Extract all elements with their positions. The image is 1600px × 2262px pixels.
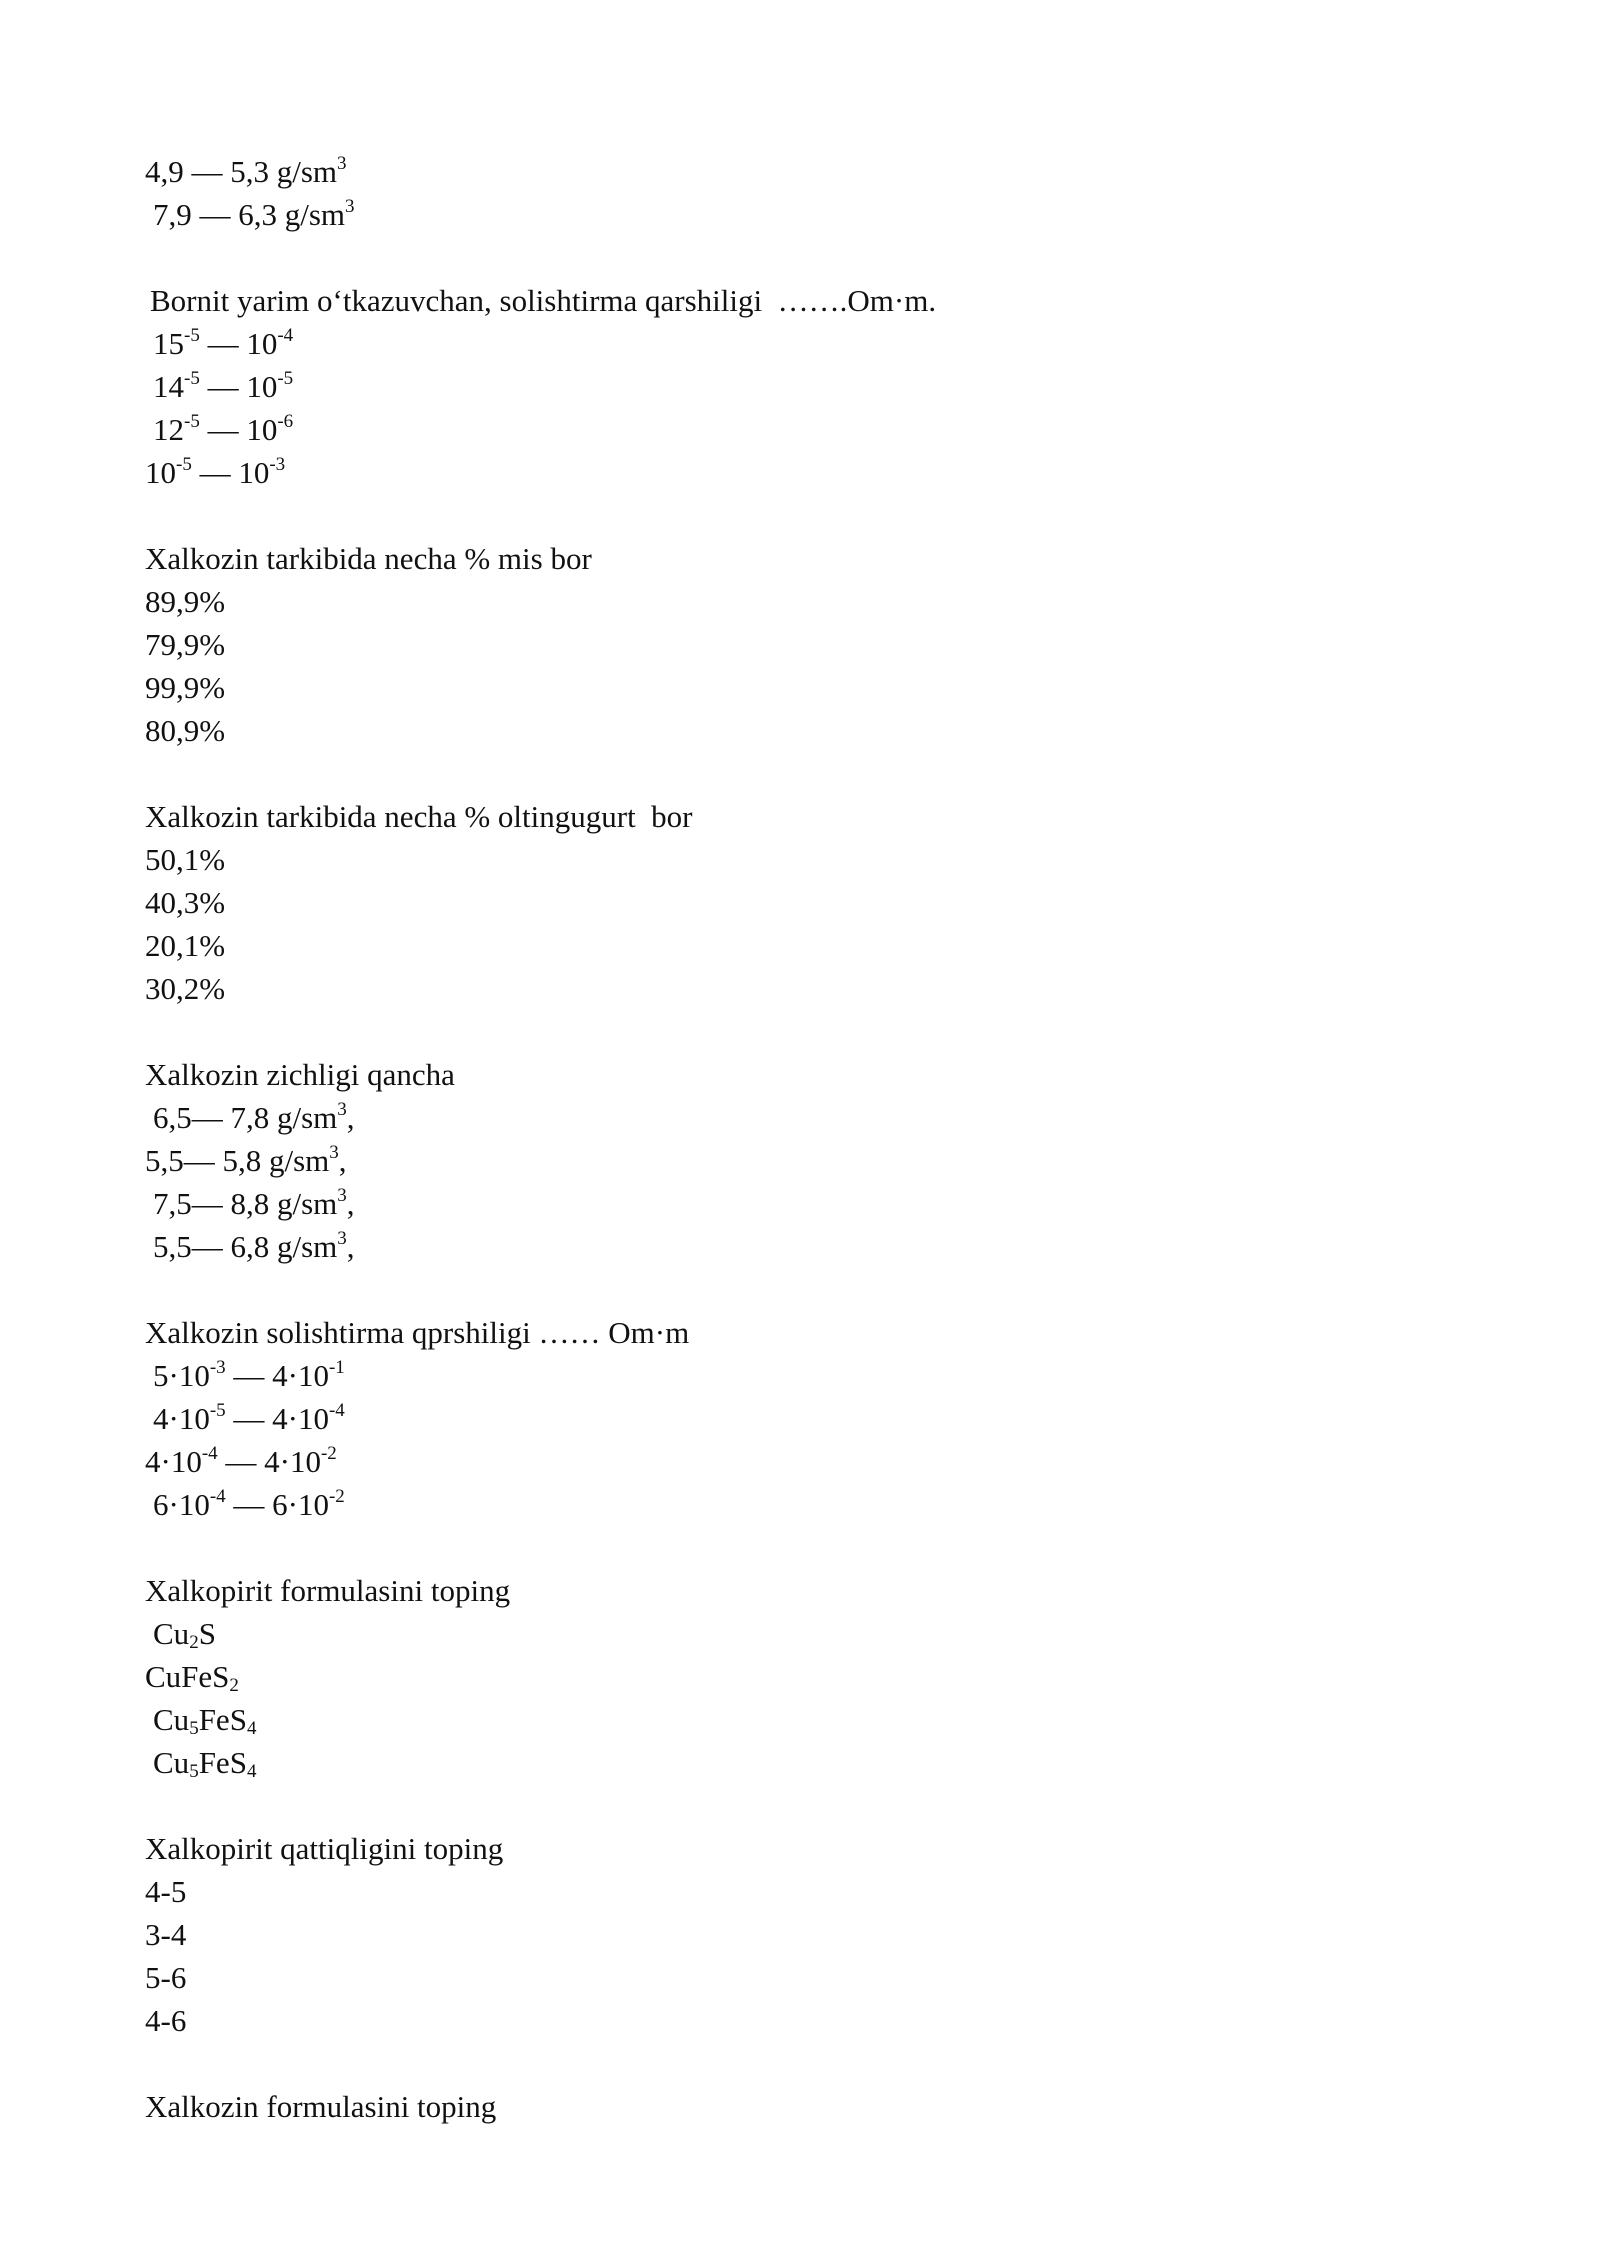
option-line: $5\cdot 10^{-3}$ — $4\cdot 10^{-1}$ <box>153 1357 345 1393</box>
option-line: 4-6 <box>145 2003 187 2038</box>
question-text: Bornit yarim o‘tkazuvchan, solishtirma qarshiligi …….Om·m. <box>150 283 937 318</box>
option-line: 5-6 <box>145 1960 187 1995</box>
option-line: 20,1% <box>145 928 226 963</box>
option-line: $6\cdot 10^{-4}$ — $6\cdot 10^{-2}$ <box>153 1486 345 1522</box>
option-line: 79,9% <box>145 627 226 662</box>
question-text: Xalkopirit formulasini toping <box>145 1573 511 1608</box>
option-line: $4\cdot 10^{-4}$ — $4\cdot 10^{-2}$ <box>145 1443 337 1479</box>
option-line: 80,9% <box>145 713 226 748</box>
question-text: Xalkozin formulasini toping <box>145 2089 497 2124</box>
question-text: Xalkozin zichligi qancha <box>145 1057 455 1092</box>
option-line: $14^{-5}$ — $10^{-5}$ <box>153 368 294 404</box>
option-line: 7,5— 8,8 $g/sm^3$, <box>153 1185 355 1221</box>
option-line: $Cu_5FeS_4$ <box>153 1702 257 1739</box>
question-text: Xalkopirit qattiqligini toping <box>145 1831 504 1866</box>
question-text: Xalkozin tarkibida necha % mis bor <box>145 541 592 576</box>
option-line: 40,3% <box>145 885 226 920</box>
option-line: 3-4 <box>145 1917 187 1952</box>
option-line: 4-5 <box>145 1874 187 1909</box>
option-line: $Cu_2S$ <box>153 1616 216 1653</box>
option-line: 30,2% <box>145 971 226 1006</box>
option-line: $10^{-5}$ — $10^{-3}$ <box>145 454 286 490</box>
option-line: CuFeS$_2$ <box>145 1659 239 1696</box>
option-line: 6,5— 7,8 $g/sm^3$, <box>153 1099 355 1135</box>
option-line: 5,5— 6,8 $g/sm^3$, <box>153 1228 355 1264</box>
option-line: $Cu_5FeS_4$ <box>153 1745 257 1782</box>
question-text: Xalkozin tarkibida necha % oltingugurt bor <box>145 799 693 834</box>
option-line: 89,9% <box>145 584 226 619</box>
option-line: $15^{-5}$ — $10^{-4}$ <box>153 325 294 361</box>
question-text: Xalkozin solishtirma qprshiligi …… Om·m <box>145 1315 690 1350</box>
option-line: 7,9 — 6,3 $g/sm^3$ <box>153 196 355 232</box>
option-line: 5,5— 5,8 $g/sm^3$, <box>145 1142 347 1178</box>
quiz-content <box>145 150 1445 2128</box>
option-line: $12^{-5}$ — $10^{-6}$ <box>153 411 294 447</box>
option-line: 50,1% <box>145 842 226 877</box>
option-line: 99,9% <box>145 670 226 705</box>
option-line: 4,9 — 5,3 $g/sm^3$ <box>145 153 347 189</box>
option-line: $4\cdot 10^{-5}$ — $4\cdot 10^{-4}$ <box>153 1400 345 1436</box>
